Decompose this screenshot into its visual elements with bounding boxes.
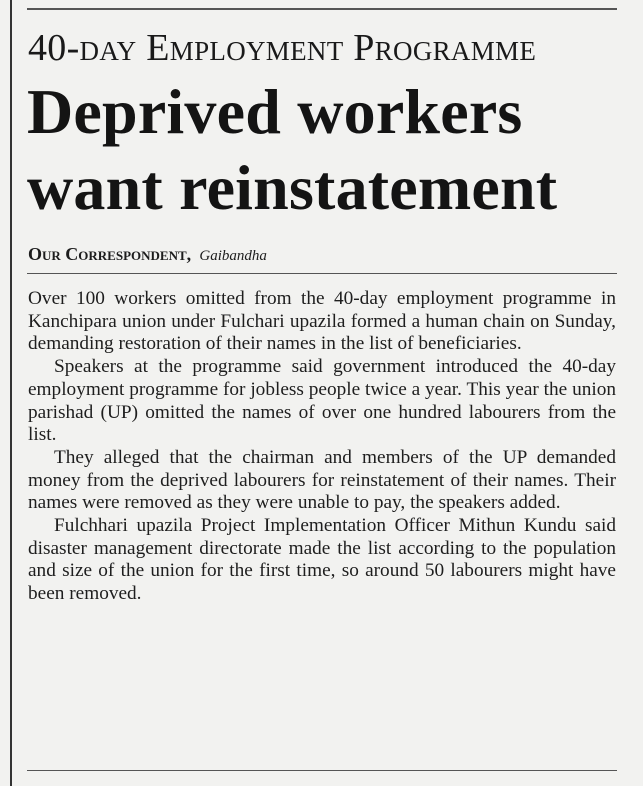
article-body bbox=[28, 288, 616, 606]
bottom-rule bbox=[27, 770, 617, 771]
byline-rule bbox=[27, 273, 617, 274]
article-kicker: 40-day Employment Programme bbox=[28, 27, 537, 69]
body-paragraph-3: They alleged that the chairman and members of the UP demanded money from the deprived labourers for reinstatement of their names. Their names were removed as they were unable to pay, the speakers added. bbox=[28, 446, 616, 514]
article-headline bbox=[27, 74, 557, 226]
top-rule bbox=[27, 8, 617, 10]
body-paragraph-4: Fulchhari upazila Project Implementation Officer Mithun Kundu said disaster management directorate made the list according to the population and size of the union for the first time, so around 50 labourers might have been removed. bbox=[28, 515, 616, 605]
byline-author: Our Correspondent, bbox=[28, 244, 192, 264]
byline bbox=[28, 244, 267, 266]
headline-line-2: want reinstatement bbox=[27, 152, 558, 223]
column-rule-left bbox=[10, 0, 12, 786]
body-paragraph-2: Speakers at the programme said government introduced the 40-day employment programme for jobless people twice a year. This year the union parishad (UP) omitted the names of over one hundred labourers from the list. bbox=[28, 356, 616, 446]
headline-line-1: Deprived workers bbox=[27, 76, 523, 147]
body-paragraph-1: Over 100 workers omitted from the 40-day employment programme in Kanchipara union under Fulchari upazila formed a human chain on Sunday, demanding restoration of their names in the list of beneficiaries. bbox=[28, 288, 616, 355]
byline-place: Gaibandha bbox=[199, 248, 267, 264]
